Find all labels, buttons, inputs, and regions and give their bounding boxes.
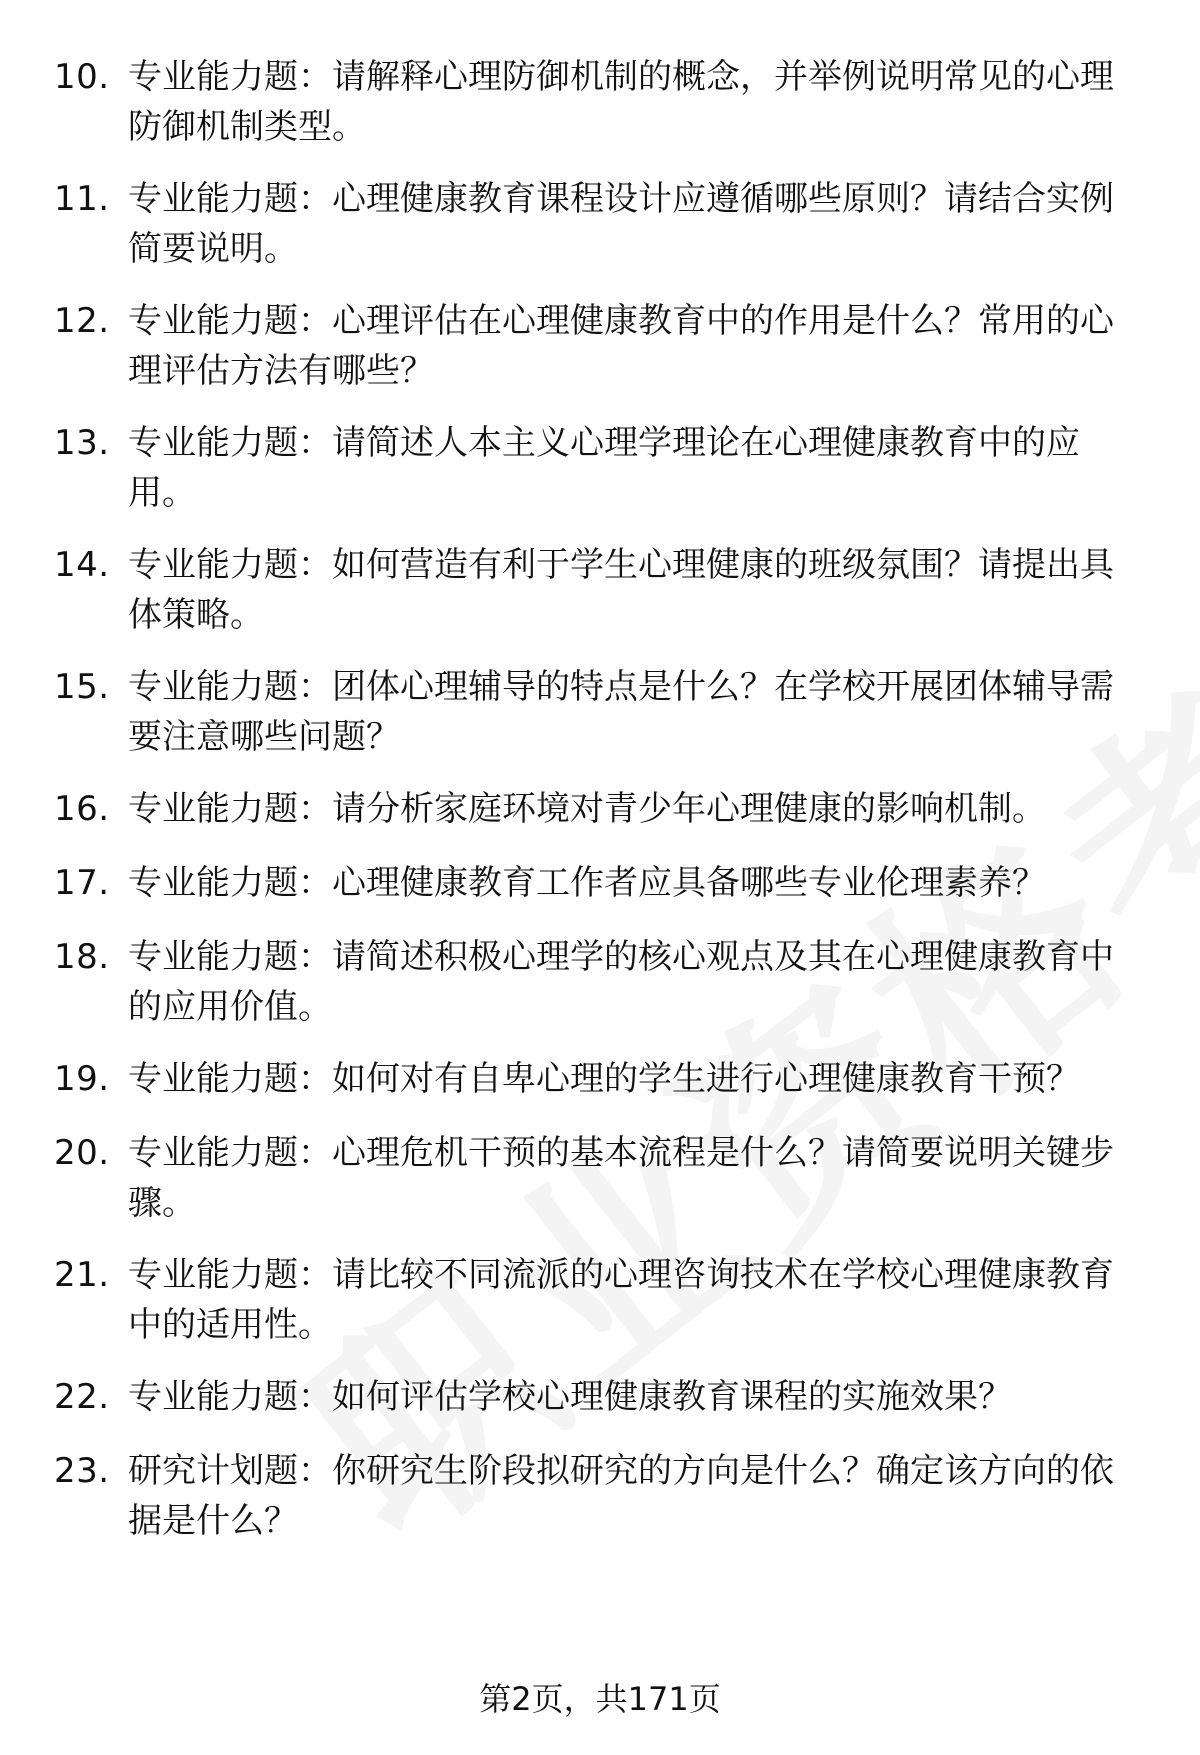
question-text: 专业能力题：如何评估学校心理健康教育课程的实施效果？: [128, 1377, 1012, 1417]
question-text: 研究计划题：你研究生阶段拟研究的方向是什么？确定该方向的依据是什么？: [128, 1451, 1114, 1541]
question-text: 专业能力题：请简述人本主义心理学理论在心理健康教育中的应用。: [128, 423, 1080, 513]
question-number: 19.: [54, 1059, 110, 1099]
page-number: 第2页，共171页: [479, 1680, 721, 1718]
question-number: 11.: [54, 179, 110, 219]
question-number: 23.: [54, 1451, 110, 1491]
question-number: 16.: [54, 789, 110, 829]
question-text: 专业能力题：心理健康教育课程设计应遵循哪些原则？请结合实例简要说明。: [128, 179, 1114, 269]
question-number: 22.: [54, 1377, 110, 1417]
question-text: 专业能力题：团体心理辅导的特点是什么？在学校开展团体辅导需要注意哪些问题？: [128, 667, 1114, 757]
question-number: 21.: [54, 1255, 110, 1295]
question-number: 10.: [54, 57, 110, 97]
question-number: 18.: [54, 937, 110, 977]
question-number: 12.: [54, 301, 110, 341]
question-number: 20.: [54, 1133, 110, 1173]
question-text: 专业能力题：如何营造有利于学生心理健康的班级氛围？请提出具体策略。: [128, 545, 1114, 635]
question-text: 专业能力题：心理危机干预的基本流程是什么？请简要说明关键步骤。: [128, 1133, 1114, 1223]
question-text: 专业能力题：心理健康教育工作者应具备哪些专业伦理素养？: [128, 863, 1046, 903]
question-text: 专业能力题：如何对有自卑心理的学生进行心理健康教育干预？: [128, 1059, 1080, 1099]
question-number: 14.: [54, 545, 110, 585]
question-number: 13.: [54, 423, 110, 463]
question-text: 专业能力题：请比较不同流派的心理咨询技术在学校心理健康教育中的适用性。: [128, 1255, 1114, 1345]
question-number: 17.: [54, 863, 110, 903]
question-text: 专业能力题：请分析家庭环境对青少年心理健康的影响机制。: [128, 789, 1046, 829]
question-text: 专业能力题：请解释心理防御机制的概念，并举例说明常见的心理防御机制类型。: [128, 57, 1114, 147]
question-number: 15.: [54, 667, 110, 707]
question-text: 专业能力题：心理评估在心理健康教育中的作用是什么？常用的心理评估方法有哪些？: [128, 301, 1114, 391]
question-text: 专业能力题：请简述积极心理学的核心观点及其在心理健康教育中的应用价值。: [128, 937, 1114, 1027]
